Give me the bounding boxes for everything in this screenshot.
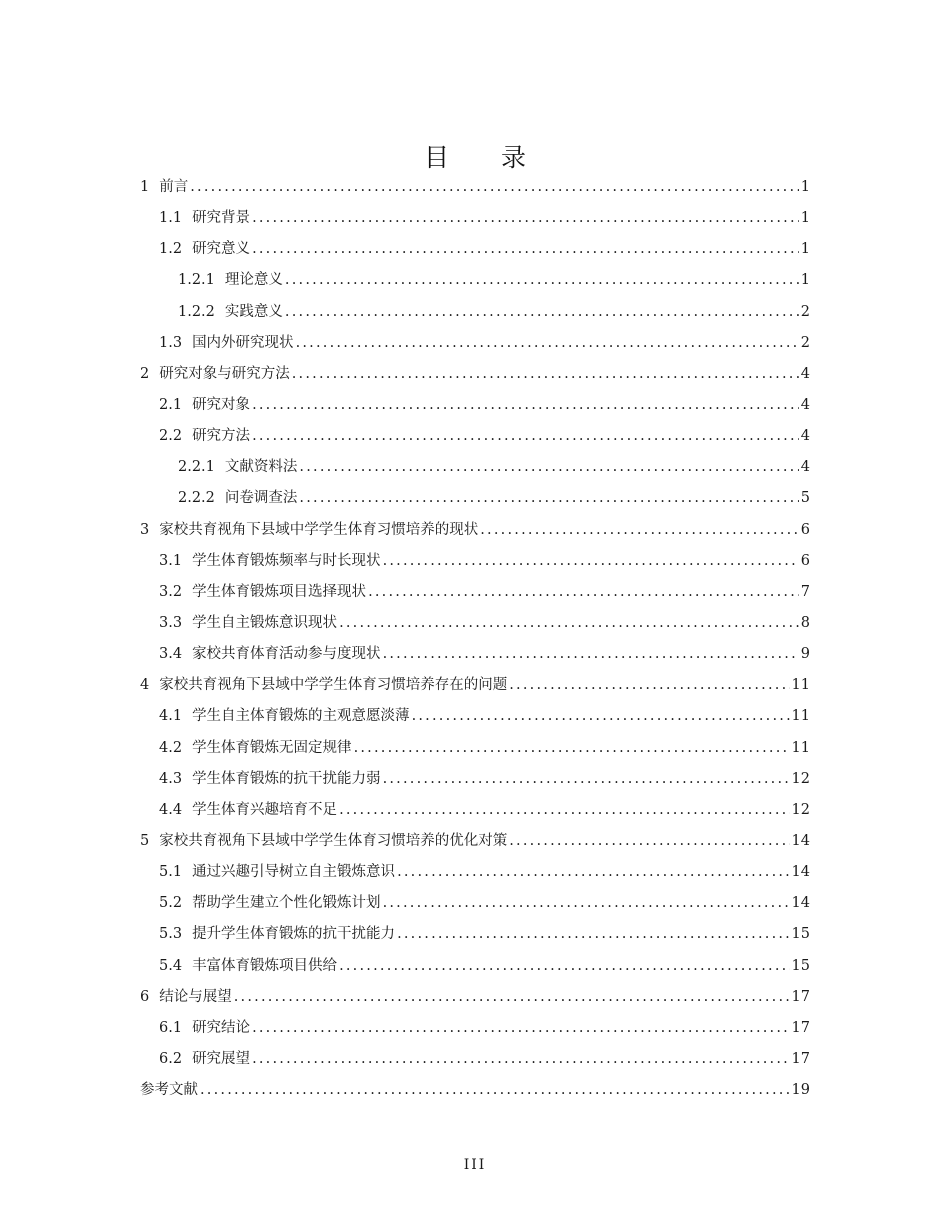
toc-entry-title: 参考文献: [140, 1082, 198, 1099]
toc-entry[interactable]: [140, 826, 810, 857]
toc-entry-title: 研究方法: [192, 428, 251, 445]
toc-entry-page: 12: [791, 801, 810, 818]
toc-entry[interactable]: [140, 1013, 810, 1044]
toc-entry-title: 研究意义: [192, 241, 251, 258]
toc-entry-title: 实践意义: [224, 303, 283, 320]
toc-entry-title: 家校共育视角下县域中学学生体育习惯培养存在的问题: [159, 677, 508, 694]
toc-entry-page: 6: [800, 521, 810, 538]
dot-leader: [397, 857, 789, 888]
toc-entry-title: 提升学生体育锻炼的抗干扰能力: [192, 926, 396, 943]
dot-leader: [200, 1075, 790, 1106]
toc-entry-number: 2: [140, 365, 150, 382]
toc-entry-number: 2.2.1: [178, 459, 215, 476]
dot-leader: [252, 1044, 789, 1075]
toc-entry-page: 11: [791, 739, 810, 756]
toc-entry-title: 学生体育锻炼频率与时长现状: [192, 552, 381, 569]
toc-entry[interactable]: [140, 733, 810, 764]
toc-entry-number: 2.2.2: [178, 490, 215, 507]
toc-entry[interactable]: [140, 764, 810, 795]
dot-leader: [190, 172, 799, 203]
toc-entry[interactable]: [140, 1075, 810, 1106]
toc-entry-title: 丰富体育锻炼项目供给: [192, 957, 338, 974]
dot-leader: [299, 483, 798, 514]
toc-entry[interactable]: [140, 203, 810, 234]
toc-entry-number: 4: [140, 677, 150, 694]
dot-leader: [252, 234, 799, 265]
dot-leader: [383, 764, 790, 795]
page-title: 目 录: [424, 143, 548, 172]
dot-leader: [354, 733, 790, 764]
dot-leader: [509, 670, 789, 701]
toc-entry-number: 4.2: [159, 739, 183, 756]
dot-leader: [252, 390, 799, 421]
toc-entry-title: 帮助学生建立个性化锻炼计划: [192, 895, 381, 912]
toc-entry-page: 2: [800, 334, 810, 351]
toc-entry-title: 文献资料法: [224, 459, 298, 476]
toc-entry[interactable]: [140, 701, 810, 732]
toc-entry-number: 2.1: [159, 396, 183, 413]
toc-entry-title: 学生自主锻炼意识现状: [192, 614, 338, 631]
toc-entry[interactable]: [140, 639, 810, 670]
toc-entry-title: 通过兴趣引导树立自主锻炼意识: [192, 864, 396, 881]
toc-entry[interactable]: [140, 919, 810, 950]
dot-leader: [285, 297, 799, 328]
toc-entry-title: 学生体育锻炼项目选择现状: [192, 583, 367, 600]
toc-entry[interactable]: [140, 390, 810, 421]
toc-entry-page: 14: [791, 895, 810, 912]
toc-entry[interactable]: [140, 608, 810, 639]
toc-entry[interactable]: [140, 234, 810, 265]
toc-entry-number: 5.1: [159, 864, 183, 881]
toc-entry[interactable]: [140, 452, 810, 483]
toc-entry[interactable]: [140, 483, 810, 514]
toc-entry-page: 7: [800, 583, 810, 600]
dot-leader: [412, 701, 790, 732]
toc-entry[interactable]: [140, 546, 810, 577]
toc-entry-title: 家校共育体育活动参与度现状: [192, 646, 381, 663]
table-of-contents: [140, 172, 810, 1106]
dot-leader: [368, 577, 799, 608]
dot-leader: [234, 982, 790, 1013]
dot-leader: [299, 452, 798, 483]
toc-entry-page: 8: [800, 614, 810, 631]
dot-leader: [480, 515, 799, 546]
dot-leader: [252, 421, 799, 452]
toc-entry-title: 研究对象: [192, 396, 251, 413]
toc-entry-title: 理论意义: [224, 272, 283, 289]
toc-entry-page: 15: [791, 926, 810, 943]
toc-entry-title: 研究对象与研究方法: [159, 365, 290, 382]
toc-entry-number: 1.2.1: [178, 272, 215, 289]
dot-leader: [383, 546, 799, 577]
toc-entry-title: 前言: [159, 179, 189, 195]
toc-entry-number: 6.2: [159, 1050, 183, 1067]
toc-entry[interactable]: [140, 982, 810, 1013]
toc-entry-number: 5.3: [159, 926, 183, 943]
toc-entry-number: 4.4: [159, 801, 183, 818]
toc-entry-title: 学生体育锻炼的抗干扰能力弱: [192, 770, 381, 787]
toc-entry-page: 15: [791, 957, 810, 974]
toc-entry-title: 研究结论: [192, 1019, 251, 1036]
dot-leader: [383, 888, 790, 919]
toc-entry-page: 1: [800, 179, 810, 195]
dot-leader: [285, 265, 799, 296]
dot-leader: [339, 608, 799, 639]
toc-entry-title: 问卷调查法: [224, 490, 298, 507]
toc-entry-number: 3.2: [159, 583, 183, 600]
page-number: III: [463, 1157, 487, 1173]
toc-entry-number: 6.1: [159, 1019, 183, 1036]
toc-entry-number: 3: [140, 521, 150, 538]
toc-entry-number: 3.4: [159, 646, 183, 663]
toc-entry-number: 4.1: [159, 708, 183, 725]
toc-entry[interactable]: [140, 359, 810, 390]
toc-entry-page: 6: [800, 552, 810, 569]
dot-leader: [339, 951, 789, 982]
dot-leader: [509, 826, 789, 857]
toc-entry-number: 5: [140, 832, 150, 849]
toc-entry-number: 2.2: [159, 428, 183, 445]
toc-entry-page: 17: [791, 1050, 810, 1067]
toc-entry[interactable]: [140, 172, 810, 203]
dot-leader: [397, 919, 789, 950]
toc-entry[interactable]: [140, 577, 810, 608]
toc-entry-title: 家校共育视角下县域中学学生体育习惯培养的优化对策: [159, 832, 508, 849]
toc-entry-page: 17: [791, 988, 810, 1005]
toc-entry-page: 14: [791, 832, 810, 849]
toc-entry[interactable]: [140, 951, 810, 982]
toc-entry-number: 1.3: [159, 334, 183, 351]
toc-entry-title: 国内外研究现状: [192, 334, 294, 351]
toc-entry[interactable]: [140, 421, 810, 452]
toc-entry-number: 4.3: [159, 770, 183, 787]
toc-entry-title: 结论与展望: [159, 988, 232, 1005]
toc-entry[interactable]: [140, 1044, 810, 1075]
dot-leader: [296, 328, 799, 359]
toc-entry-number: 3.1: [159, 552, 183, 569]
toc-entry-page: 9: [800, 646, 810, 663]
toc-entry-page: 11: [791, 677, 810, 694]
toc-entry-page: 1: [800, 210, 810, 227]
toc-entry-title: 研究展望: [192, 1050, 251, 1067]
toc-entry-page: 4: [800, 459, 810, 476]
toc-entry-page: 4: [800, 428, 810, 445]
toc-entry-page: 11: [791, 708, 810, 725]
toc-entry[interactable]: [140, 265, 810, 296]
toc-entry-title: 学生体育兴趣培育不足: [192, 801, 338, 818]
toc-entry-page: 14: [791, 864, 810, 881]
dot-leader: [292, 359, 799, 390]
toc-entry-title: 研究背景: [192, 210, 251, 227]
toc-entry-title: 家校共育视角下县域中学学生体育习惯培养的现状: [159, 521, 479, 538]
toc-entry-page: 12: [791, 770, 810, 787]
toc-entry-title: 学生体育锻炼无固定规律: [192, 739, 352, 756]
toc-entry-page: 19: [791, 1082, 810, 1099]
toc-entry-page: 4: [800, 396, 810, 413]
toc-entry-number: 1.1: [159, 210, 183, 227]
toc-entry[interactable]: [140, 795, 810, 826]
toc-entry-number: 1.2.2: [178, 303, 215, 320]
dot-leader: [383, 639, 799, 670]
toc-entry-page: 1: [800, 241, 810, 258]
toc-entry[interactable]: [140, 670, 810, 701]
toc-entry[interactable]: [140, 888, 810, 919]
toc-entry-number: 5.2: [159, 895, 183, 912]
toc-entry[interactable]: [140, 857, 810, 888]
toc-entry[interactable]: [140, 328, 810, 359]
toc-entry-title: 学生自主体育锻炼的主观意愿淡薄: [192, 708, 410, 725]
toc-entry-number: 3.3: [159, 614, 183, 631]
toc-entry-page: 4: [800, 365, 810, 382]
toc-entry-number: 1.2: [159, 241, 183, 258]
toc-entry-number: 6: [140, 988, 150, 1005]
toc-entry-page: 2: [800, 303, 810, 320]
toc-entry-page: 5: [800, 490, 810, 507]
toc-entry-page: 17: [791, 1019, 810, 1036]
toc-entry-page: 1: [800, 272, 810, 289]
toc-entry-number: 5.4: [159, 957, 183, 974]
dot-leader: [252, 203, 799, 234]
dot-leader: [339, 795, 789, 826]
dot-leader: [252, 1013, 789, 1044]
toc-entry[interactable]: [140, 297, 810, 328]
toc-entry[interactable]: [140, 515, 810, 546]
toc-entry-number: 1: [140, 179, 150, 195]
